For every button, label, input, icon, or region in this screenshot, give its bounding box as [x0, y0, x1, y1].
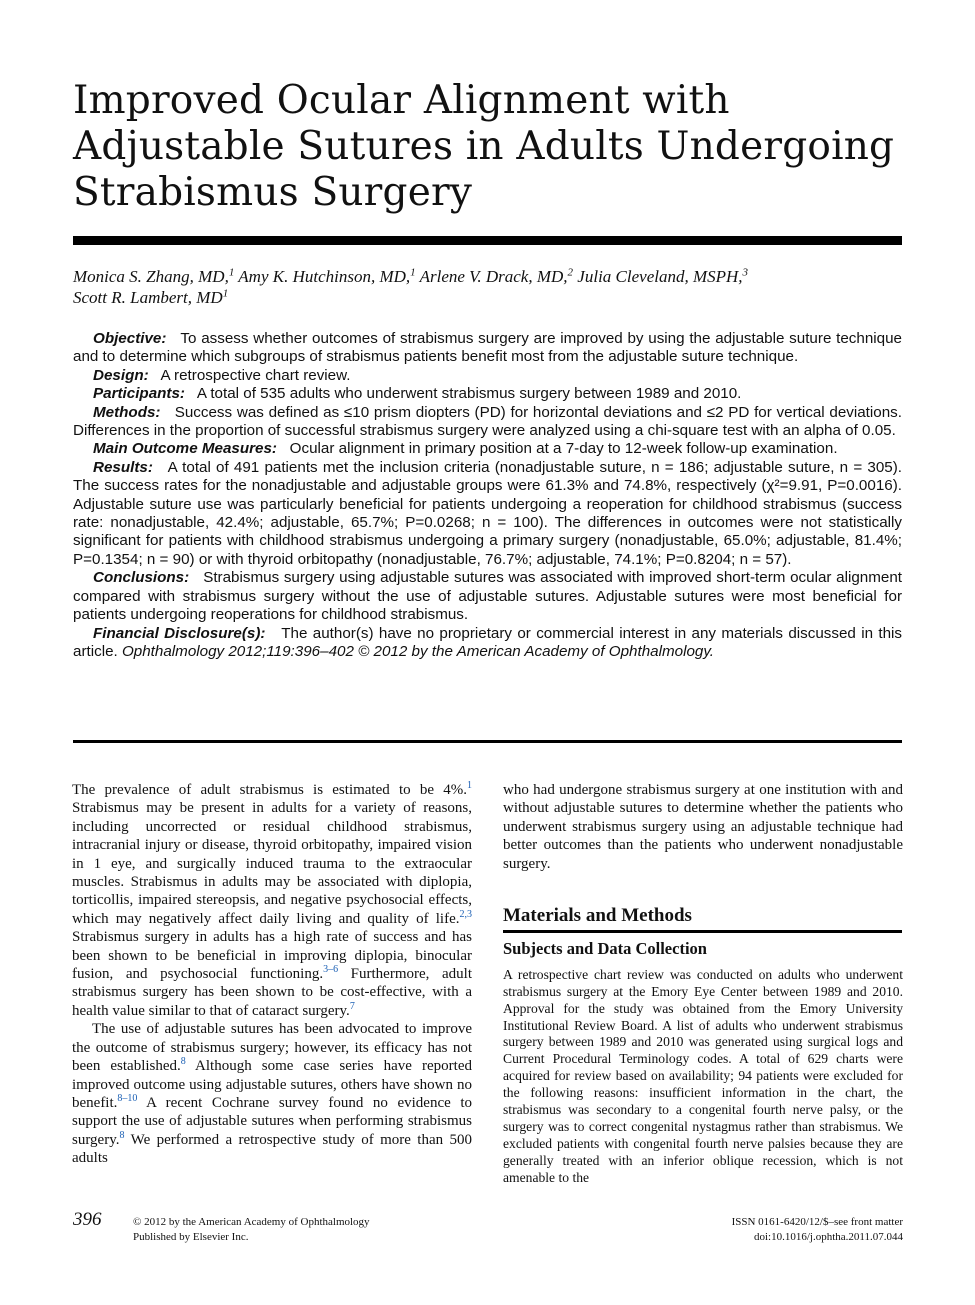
abstract-results: [73, 459, 902, 569]
body-paragraph: [72, 781, 472, 1020]
body-text: We performed a retrospective study of more than 500 adults: [72, 1131, 472, 1167]
subsection-heading: Subjects and Data Collection: [503, 939, 707, 959]
abstract-text: A retrospective chart review.: [160, 366, 351, 384]
abstract-text: A total of 535 adults who underwent strabismus surgery between 1989 and 2010.: [196, 385, 742, 403]
abstract-methods: [73, 404, 902, 441]
abstract-heading: Conclusions:: [93, 569, 190, 587]
body-text: Although some case series have reported improved outcome using adjustable sutures, others have shown no benefit.: [72, 1058, 472, 1111]
section-rule: [503, 930, 902, 933]
footer-right: [602, 1215, 903, 1245]
abstract-text: The author(s) have no proprietary or commercial interest in any materials discussed in this article.: [73, 624, 903, 660]
section-heading: Materials and Methods: [503, 905, 692, 927]
author-name: Amy K. Hutchinson, MD,: [238, 267, 411, 286]
publisher-line: Published by Elsevier Inc.: [133, 1231, 249, 1243]
abstract-design: [73, 367, 902, 385]
reference-link[interactable]: 8: [180, 1056, 186, 1068]
body-text: The prevalence of adult strabismus is estimated to be 4%.: [72, 782, 467, 798]
author-name: Julia Cleveland, MSPH,: [577, 267, 743, 286]
abstract-text: Success was defined as ≤10 prism diopters (PD) for horizontal deviations and ≤2 PD for vertical deviations. Differences in the proportion of successful strabismus surgery were analyzed using a chi-square test with an alpha of 0.05.: [73, 403, 902, 440]
body-paragraph: [72, 1020, 472, 1167]
body-paragraph: who had undergone strabismus surgery at one institution with and without adjustable sutures to determine whether the patients who underwent strabismus surgery using an adjustable technique had better outcomes than the patients who underwent nonadjustable surgery.: [503, 782, 903, 872]
author-affiliation: 1: [222, 287, 229, 300]
body-text: Furthermore, adult strabismus surgery has been shown to be cost-effective, with a health value similar to that of cataract surgery.: [72, 966, 472, 1019]
title-rule: [73, 236, 902, 245]
author-affiliation: 3: [742, 266, 749, 279]
author-affiliation: 2: [567, 266, 574, 279]
author-name: Monica S. Zhang, MD,: [73, 267, 229, 286]
abstract-rule: [73, 740, 902, 743]
abstract-text: Strabismus surgery using adjustable sutures was associated with improved short-term ocular alignment compared with strabismus surgery without the use of adjustable sutures. Adjustable sutures were most beneficial for patients undergoing reoperations for childhood strabismus.: [73, 569, 902, 624]
author-affiliation: 1: [410, 266, 416, 279]
footer-left: [133, 1215, 370, 1245]
abstract-participants: [73, 385, 902, 403]
body-column-right: [503, 781, 903, 1187]
copyright-line: © 2012 by the American Academy of Ophthalmology: [133, 1216, 370, 1228]
reference-link[interactable]: 7: [349, 1000, 355, 1012]
abstract-heading: Participants:: [93, 385, 185, 403]
abstract-outcome-measures: [73, 440, 902, 458]
author-affiliation: 1: [228, 266, 235, 279]
abstract-text: To assess whether outcomes of strabismus surgery are improved by using the adjustable suture technique and to determine which subgroups of strabismus patients benefit most from the adjustable suture technique.: [73, 330, 903, 366]
abstract: [73, 330, 902, 661]
body-text: The use of adjustable sutures has been advocated to improve the outcome of strabismus surgery; however, its efficacy has not been established.: [72, 1021, 472, 1075]
body-column-left: [72, 781, 472, 1168]
reference-link[interactable]: 8: [119, 1129, 125, 1141]
abstract-objective: [73, 330, 902, 367]
reference-link[interactable]: 1: [467, 780, 472, 791]
abstract-text: A total of 491 patients met the inclusion criteria (nonadjustable suture, n = 186; adjustable suture, n = 305). The success rates for the nonadjustable and adjustable groups were 61.3% and 74.8%, respectively (χ²=9.91, P=0.0016). Adjustable suture use was particularly beneficial for patients undergoing a reoperation for childhood strabismus (success rate: nonadjustable, 42.4%; adjustable, 65.7%; P=0.0268; n = 100). The differences in outcomes were not statistically significant for patients with childhood strabismus undergoing a primary surgery (nonadjustable, 65.0%; adjustable, 81.4%; P=0.1354; n = 90) or with thyroid orbitopathy (nonadjustable, 76.7%; adjustable, 74.1%; P=0.8204; n = 57).: [73, 458, 902, 568]
article-title: Improved Ocular Alignment with Adjustable Sutures in Adults Undergoing Strabismus Surgery: [73, 78, 895, 215]
abstract-heading: Results:: [93, 458, 153, 476]
reference-link[interactable]: 2,3: [459, 908, 472, 920]
abstract-heading: Design:: [93, 366, 149, 384]
body-paragraph: A retrospective chart review was conducted on adults who underwent strabismus surgery at the Emory Eye Center between 1989 and 2010. Approval for the study was obtained from the Emory University Institutional Review Board. A list of adults who underwent strabismus surgery between 1989 and 2010 was generated using surgical logs and Current Procedural Terminology codes. A total of 629 charts were acquired for review based on availability; 94 patients were excluded for the following reasons: insufficient information in the chart, the strabismus was secondary to a congenital fourth nerve palsy, or the surgery was to correct congenital nystagmus rather than strabismus. We excluded patients with congenital fourth nerve palsies because they are generally treated with an inferior oblique recession, which is not amenable to the: [503, 966, 903, 1185]
body-text: Strabismus surgery in adults has a high rate of success and has been shown to be beneficial in improving diplopia, binocular fusion, and psychosocial functioning.: [72, 929, 472, 983]
body-text: A recent Cochrane survey found no evidence to support the use of adjustable sutures when performing strabismus surgery.: [72, 1094, 472, 1148]
abstract-heading: Main Outcome Measures:: [93, 440, 277, 458]
abstract-text: Ocular alignment in primary position at a 7-day to 12-week follow-up examination.: [289, 440, 838, 458]
author-name: Arlene V. Drack, MD,: [419, 267, 568, 286]
abstract-conclusions: [73, 569, 902, 624]
reference-link[interactable]: 8–10: [117, 1092, 138, 1104]
doi-line: doi:10.1016/j.ophtha.2011.07.044: [753, 1231, 903, 1243]
journal-citation: Ophthalmology 2012;119:396–402 © 2012 by the American Academy of Ophthalmology.: [121, 642, 715, 660]
abstract-heading: Financial Disclosure(s):: [93, 624, 266, 642]
author-name: Scott R. Lambert, MD: [73, 288, 223, 307]
abstract-disclosure: [73, 625, 902, 662]
abstract-heading: Objective:: [93, 330, 167, 347]
author-list: [73, 266, 903, 308]
page-number: 396: [73, 1209, 102, 1230]
abstract-heading: Methods:: [93, 403, 161, 421]
body-text: Strabismus may be present in adults for a variety of reasons, including uncorrected or residual childhood strabismus, intracranial injury or disease, thyroid orbitopathy, impaired vision in 1 eye, and surgically induced trauma to the extraocular muscles. Strabismus in adults may be associated with diplopia, torticollis, impaired stereopsis, and negative psychosocial effects, which may negatively affect daily living and quality of life.: [72, 800, 472, 927]
reference-link[interactable]: 3–6: [323, 964, 339, 976]
issn-line: ISSN 0161-6420/12/$–see front matter: [731, 1216, 903, 1228]
